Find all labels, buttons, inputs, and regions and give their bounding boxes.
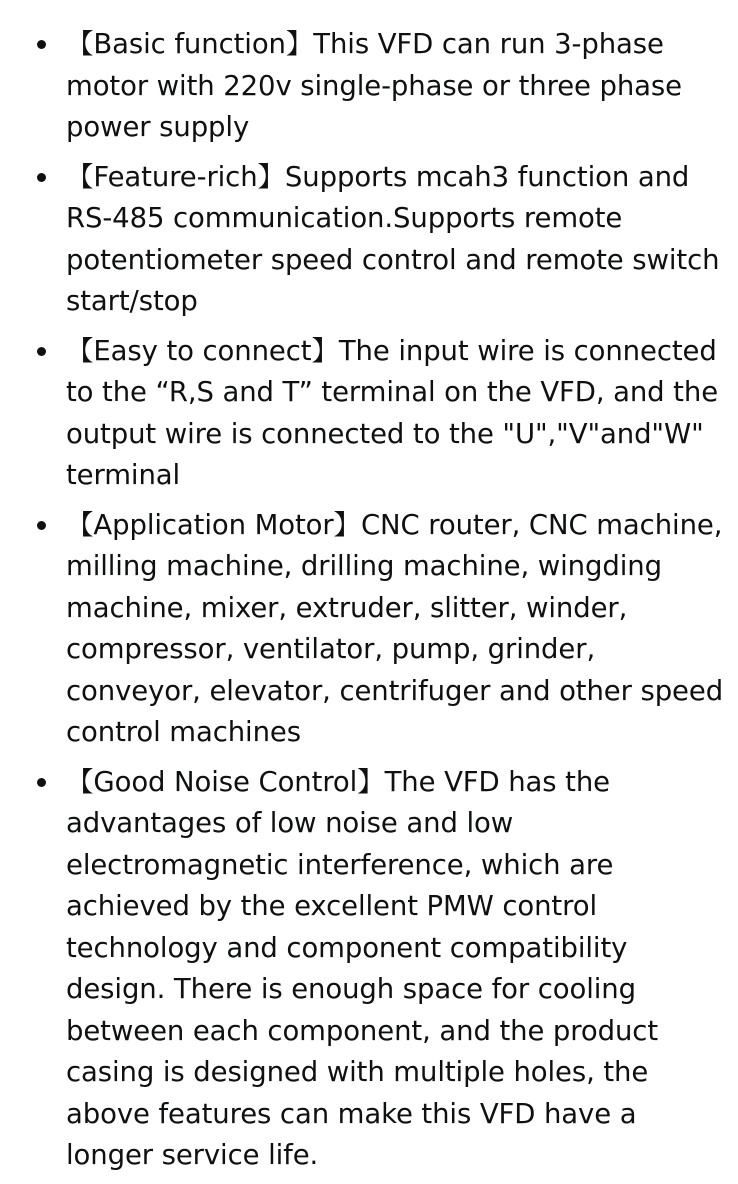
feature-bullet-text: 【Feature-rich】Supports mcah3 function and RS-485 communication.Supports remote potentiometer speed control and remote switch start/stop — [66, 160, 720, 317]
feature-bullet-text: 【Easy to connect】The input wire is connected to the “R,S and T” terminal on the VFD, and the output wire is connected to the "U","V"and"W" terminal — [66, 334, 719, 491]
bullet-dot-icon — [37, 40, 46, 49]
feature-bullet-text: 【Application Motor】CNC router, CNC machine, milling machine, drilling machine, wingding machine, mixer, extruder, slitter, winder, compressor, ventilator, pump, grinder, conveyor, elevator, centrifuger and other speed control machines — [66, 508, 724, 748]
feature-bullet-good-noise-control — [66, 762, 724, 1177]
feature-bullet-text: 【Basic function】This VFD can run 3-phase motor with 220v single-phase or three phase power supply — [66, 28, 682, 143]
feature-bullet-application-motor — [66, 505, 724, 754]
feature-bullet-easy-to-connect — [66, 331, 724, 497]
feature-bullet-feature-rich — [66, 157, 724, 323]
feature-bullet-basic-function — [66, 24, 724, 149]
bullet-dot-icon — [37, 521, 46, 530]
bullet-dot-icon — [37, 173, 46, 182]
feature-bullet-text: 【Good Noise Control】The VFD has the advantages of low noise and low electromagnetic interference, which are achieved by the excellent PMW control technology and component compatibility design. There is enough space for cooling between each component, and the product casing is designed with multiple holes, the above features can make this VFD have a longer service life. — [66, 765, 658, 1171]
bullet-dot-icon — [37, 778, 46, 787]
bullet-dot-icon — [37, 347, 46, 356]
